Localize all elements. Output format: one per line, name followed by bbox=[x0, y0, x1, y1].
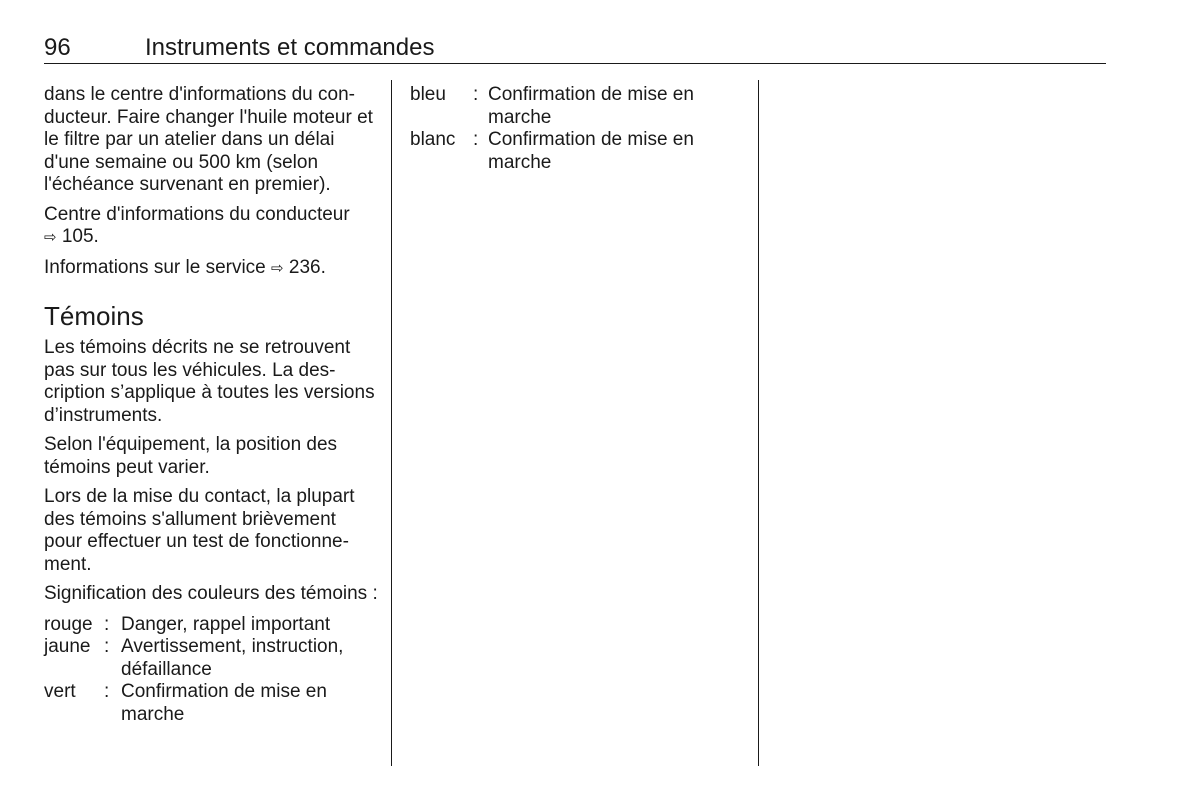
cross-reference-text: Centre d'informations du conducteur bbox=[44, 203, 350, 225]
color-legend-continued bbox=[410, 84, 740, 174]
legend-key: bleu bbox=[410, 84, 446, 105]
legend-separator: : bbox=[104, 681, 110, 702]
legend-value: Danger, rappel important bbox=[121, 613, 331, 635]
paragraph-oil-change: dans le centre d'informations du conducteur. Faire changer l'huile moteur et le filtre par un atelier dans un délai d'une semaine ou 500 km (selon l'échéance survenant en premier). bbox=[44, 84, 373, 195]
legend-key: jaune bbox=[44, 636, 91, 657]
color-legend bbox=[44, 614, 379, 727]
paragraph-test: Lors de la mise du contact, la plupart des témoins s'allument brièvement pour effectuer un test de fonctionnement. bbox=[44, 486, 355, 575]
legend-row-rouge bbox=[44, 614, 379, 637]
section-title: Instruments et commandes bbox=[145, 34, 435, 61]
cross-reference-page[interactable]: 105. bbox=[61, 226, 99, 247]
cross-reference-page[interactable]: 236. bbox=[288, 256, 326, 278]
column-divider-left bbox=[391, 80, 392, 766]
legend-separator: : bbox=[104, 636, 110, 657]
legend-row-jaune bbox=[44, 636, 379, 681]
legend-value: Confirmation de mise en marche bbox=[488, 129, 694, 173]
text-column-1 bbox=[44, 84, 379, 726]
legend-separator: : bbox=[473, 129, 479, 150]
arrow-right-outline-icon: ⇨ bbox=[44, 229, 57, 246]
legend-separator: : bbox=[473, 84, 479, 105]
legend-value: Avertissement, instruction, défaillance bbox=[121, 636, 344, 680]
legend-row-bleu bbox=[410, 84, 740, 129]
header-rule bbox=[44, 63, 1106, 64]
legend-value: Confirmation de mise en marche bbox=[488, 84, 694, 128]
arrow-right-outline-icon: ⇨ bbox=[271, 259, 284, 277]
page-number: 96 bbox=[44, 34, 71, 61]
column-divider-right bbox=[758, 80, 759, 766]
legend-key: rouge bbox=[44, 613, 93, 635]
heading-temoins: Témoins bbox=[44, 301, 144, 331]
legend-row-vert bbox=[44, 681, 379, 726]
paragraph-position: Selon l'équipement, la position des témoins peut varier. bbox=[44, 434, 338, 478]
legend-key: vert bbox=[44, 681, 76, 702]
paragraph-temoins-intro: Les témoins décrits ne se retrouvent pas sur tous les véhicules. La description s’applique à toutes les versions d’instruments. bbox=[44, 337, 375, 426]
legend-value: Confirmation de mise en marche bbox=[121, 681, 327, 725]
legend-separator: : bbox=[104, 613, 110, 635]
legend-key: blanc bbox=[410, 129, 456, 150]
paragraph-colors: Signification des couleurs des témoins : bbox=[44, 583, 378, 604]
cross-reference-driver-info bbox=[44, 204, 379, 250]
cross-reference-service bbox=[44, 257, 379, 281]
legend-row-blanc bbox=[410, 129, 740, 174]
text-column-2 bbox=[410, 84, 740, 174]
cross-reference-text: Informations sur le service bbox=[44, 256, 266, 278]
